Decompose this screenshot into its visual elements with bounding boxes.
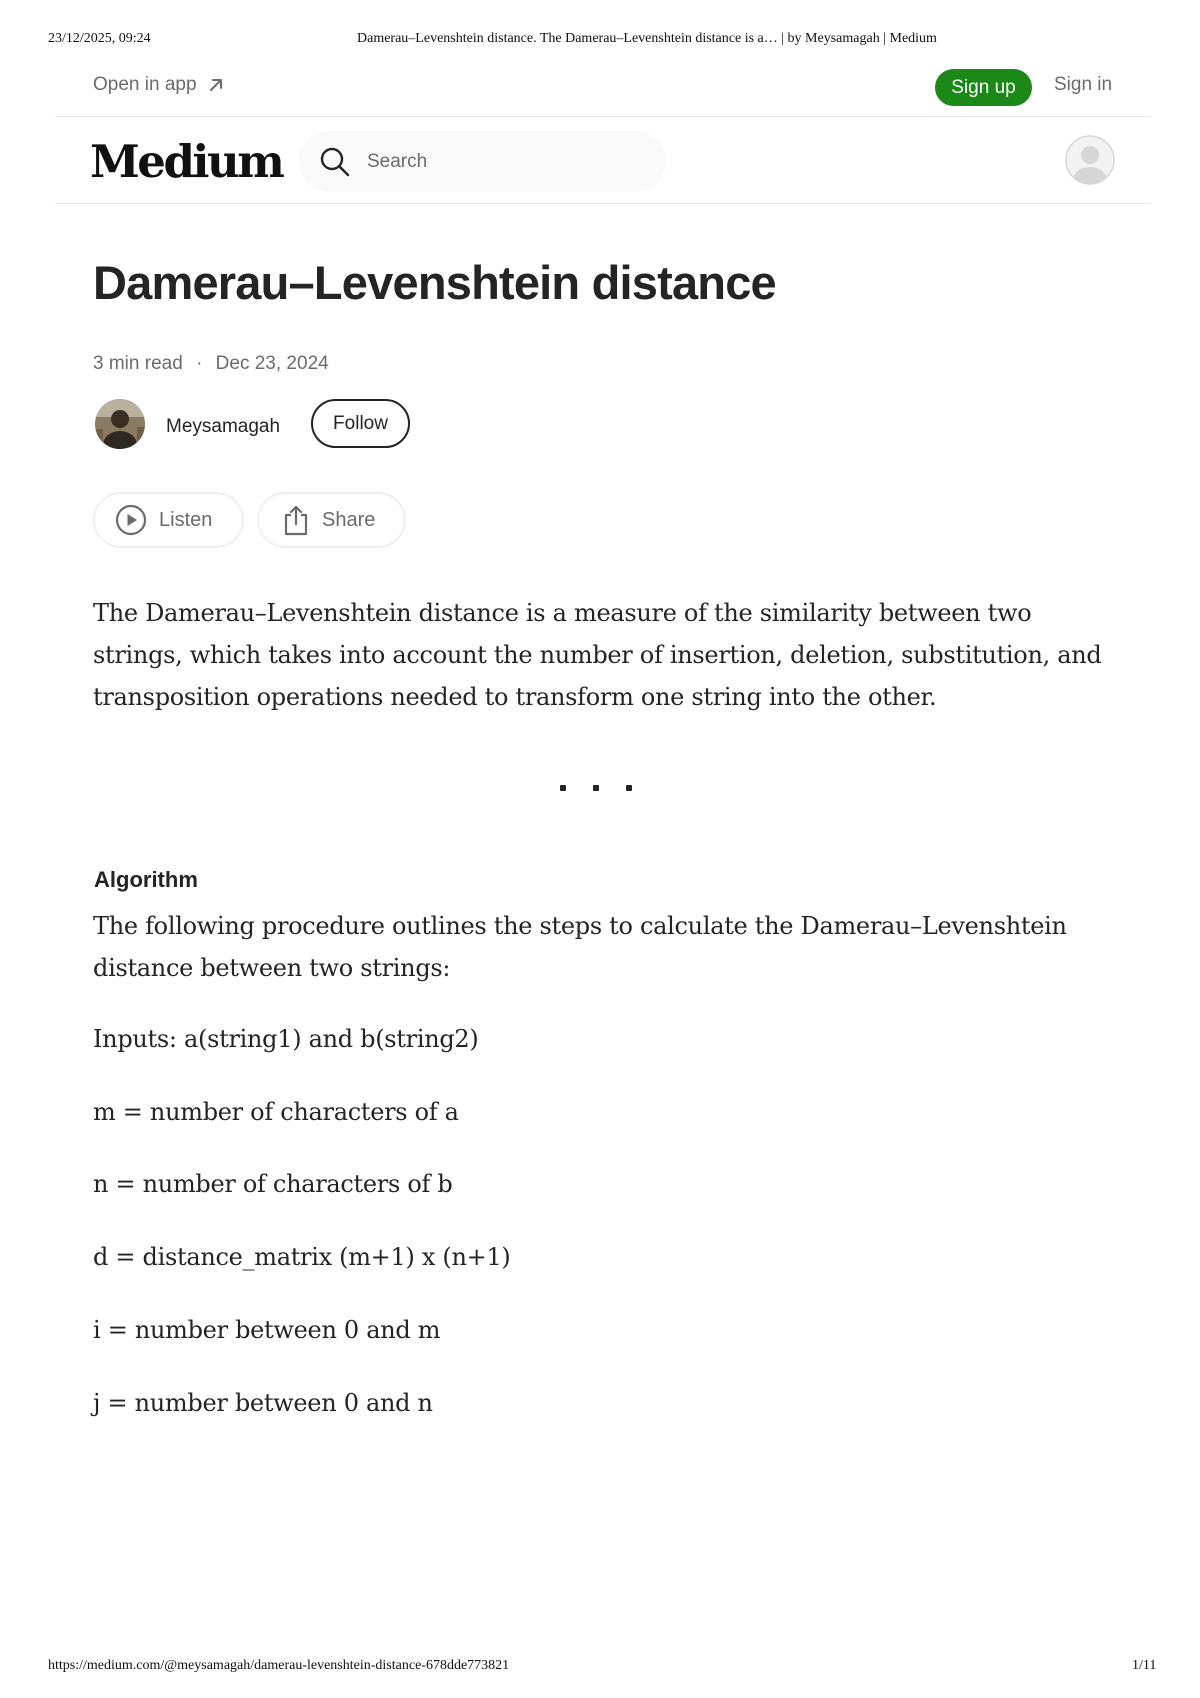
topbar-divider — [55, 116, 1151, 117]
algorithm-line-m: m = number of characters of a — [93, 1098, 459, 1126]
print-page-number: 1/11 — [1132, 1658, 1157, 1673]
print-footer-url: https://medium.com/@meysamagah/damerau-levenshtein-distance-678dde773821 — [48, 1658, 510, 1673]
listen-label: Listen — [159, 508, 213, 531]
print-datetime: 23/12/2025, 09:24 — [48, 31, 151, 46]
share-button[interactable] — [257, 492, 406, 548]
open-in-app-label: Open in app — [93, 74, 197, 95]
algorithm-line-i: i = number between 0 and m — [93, 1316, 441, 1344]
search-bar[interactable] — [299, 131, 666, 192]
algorithm-line-d: d = distance_matrix (m+1) x (n+1) — [93, 1243, 511, 1271]
article-meta — [93, 353, 329, 375]
section-heading: Algorithm — [94, 867, 198, 892]
section-intro-paragraph: The following procedure outlines the steps to calculate the Damerau–Levenshtein distance between two strings: — [93, 912, 1067, 982]
sign-in-link[interactable]: Sign in — [1054, 74, 1113, 95]
sign-up-button[interactable]: Sign up — [935, 69, 1032, 106]
nav-divider — [55, 203, 1151, 204]
play-circle-icon — [115, 504, 147, 536]
section-separator — [560, 785, 632, 791]
print-page-title: Damerau–Levenshtein distance. The Damerau–Levenshtein distance is a… | by Meysamagah | Medium — [357, 31, 937, 46]
open-in-app-link[interactable] — [93, 74, 225, 96]
algorithm-line-inputs: Inputs: a(string1) and b(string2) — [93, 1025, 479, 1053]
user-avatar-icon[interactable] — [1065, 135, 1115, 185]
listen-button[interactable] — [93, 492, 244, 548]
medium-logo[interactable]: Medium — [90, 135, 283, 188]
read-time: 3 min read — [93, 353, 183, 374]
algorithm-line-n: n = number of characters of b — [93, 1170, 453, 1198]
share-label: Share — [322, 508, 376, 531]
search-input[interactable] — [365, 150, 629, 174]
arrow-up-right-icon — [207, 76, 225, 94]
intro-paragraph: The Damerau–Levenshtein distance is a measure of the similarity between two strings, which takes into account the number of insertion, deletion, substitution, and transposition operations needed to transform one string into the other. — [93, 599, 1102, 711]
publish-date: Dec 23, 2024 — [215, 353, 329, 374]
author-name[interactable]: Meysamagah — [166, 416, 281, 437]
meta-separator: · — [196, 353, 203, 374]
follow-button[interactable]: Follow — [311, 399, 410, 448]
share-icon — [282, 504, 310, 536]
article-title: Damerau–Levenshtein distance — [93, 256, 776, 309]
author-avatar[interactable] — [95, 399, 145, 449]
search-icon — [319, 146, 351, 178]
algorithm-line-j: j = number between 0 and n — [93, 1389, 433, 1417]
